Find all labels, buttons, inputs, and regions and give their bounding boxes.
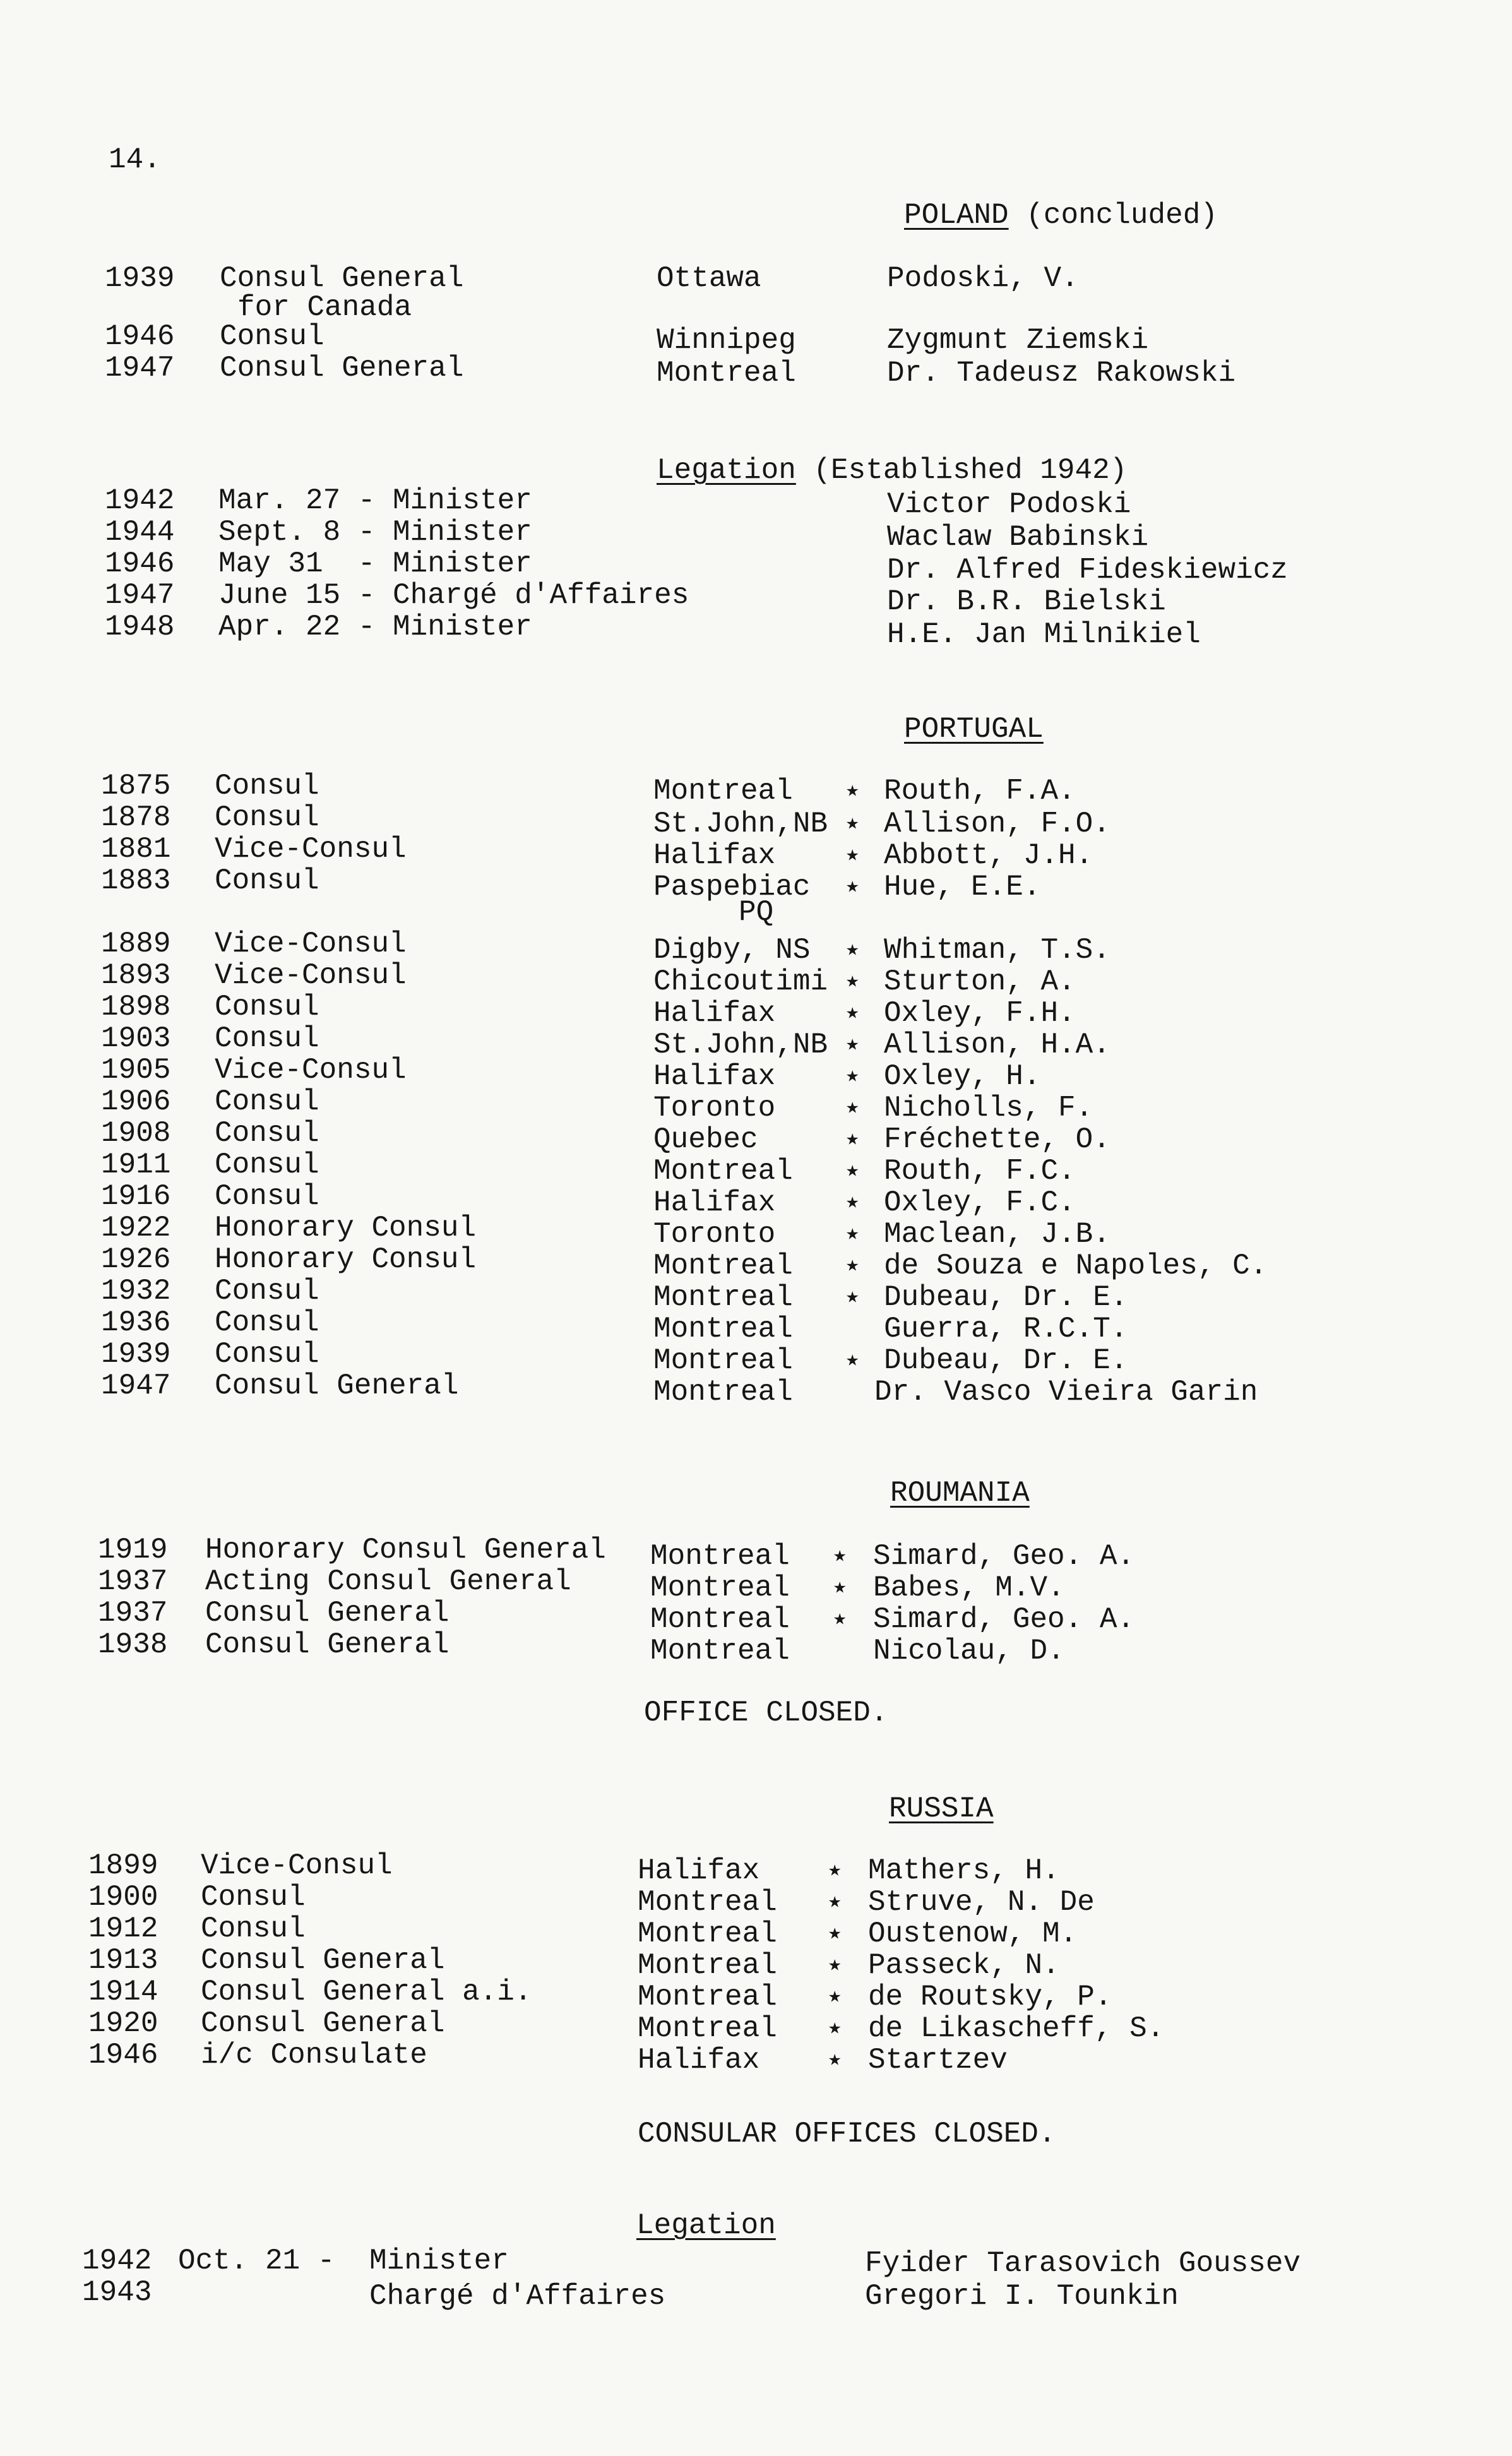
row-year: 1946 bbox=[88, 2039, 158, 2072]
row-year: 1936 bbox=[101, 1306, 171, 1339]
row-name: Dubeau, Dr. E. bbox=[884, 1281, 1128, 1314]
row-place: Montreal bbox=[638, 1981, 777, 2013]
row-name: Guerra, R.C.T. bbox=[884, 1313, 1128, 1345]
row-title: Consul bbox=[215, 1022, 319, 1055]
row-place: Halifax bbox=[653, 1186, 776, 1219]
star-icon: ★ bbox=[846, 1222, 859, 1246]
row-name: Abbott, J.H. bbox=[884, 839, 1093, 872]
row-place: Toronto bbox=[653, 1092, 776, 1124]
row-year: 1939 bbox=[105, 262, 175, 295]
row-year: 1878 bbox=[101, 801, 171, 834]
star-icon: ★ bbox=[846, 1285, 859, 1309]
row-title: Chargé d'Affaires bbox=[369, 2280, 666, 2313]
row-title: Consul bbox=[215, 1180, 319, 1213]
row-title: Consul bbox=[201, 1881, 306, 1914]
star-icon: ★ bbox=[846, 1191, 859, 1215]
row-place: Digby, NS bbox=[653, 934, 811, 967]
star-icon: ★ bbox=[828, 1890, 842, 1914]
row-title: Consul bbox=[215, 1085, 319, 1118]
row-date: Oct. 21 - bbox=[178, 2244, 335, 2277]
star-icon: ★ bbox=[846, 1096, 859, 1120]
row-name: Mathers, H. bbox=[868, 1854, 1060, 1887]
row-title: Apr. 22 - Minister bbox=[218, 611, 532, 643]
row-place: Montreal bbox=[653, 1376, 793, 1409]
row-year: 1875 bbox=[101, 770, 171, 802]
poland-legation-heading-line bbox=[657, 455, 1127, 486]
row-place: Montreal bbox=[653, 1249, 793, 1282]
row-year: 1947 bbox=[101, 1369, 171, 1402]
row-title: Consul bbox=[215, 770, 319, 802]
star-icon: ★ bbox=[846, 970, 859, 994]
row-year: 1903 bbox=[101, 1022, 171, 1055]
row-place: Ottawa bbox=[657, 262, 761, 295]
star-icon: ★ bbox=[846, 1254, 859, 1278]
row-year: 1881 bbox=[101, 833, 171, 866]
row-year: 1913 bbox=[88, 1944, 158, 1977]
star-icon: ★ bbox=[828, 2017, 842, 2041]
row-place: Montreal bbox=[653, 1281, 793, 1314]
row-name: Fréchette, O. bbox=[884, 1123, 1110, 1156]
row-name: Dr. B.R. Bielski bbox=[887, 585, 1166, 618]
star-icon: ★ bbox=[833, 1607, 847, 1631]
row-place: Halifax bbox=[638, 1854, 760, 1887]
row-title: Minister bbox=[369, 2244, 509, 2277]
star-icon: ★ bbox=[833, 1576, 847, 1600]
row-year: 1899 bbox=[88, 1849, 158, 1882]
row-title: May 31 - Minister bbox=[218, 547, 532, 580]
row-title: Consul General bbox=[220, 262, 464, 295]
row-name: H.E. Jan Milnikiel bbox=[887, 618, 1201, 651]
star-icon: ★ bbox=[846, 844, 859, 867]
row-year: 1914 bbox=[88, 1976, 158, 2008]
row-title: i/c Consulate bbox=[201, 2039, 427, 2072]
row-year: 1942 bbox=[82, 2244, 152, 2277]
row-place: Paspebiac bbox=[653, 871, 811, 903]
row-name: Routh, F.C. bbox=[884, 1155, 1076, 1188]
row-name: Whitman, T.S. bbox=[884, 934, 1110, 967]
page-number: 14. bbox=[109, 143, 161, 176]
star-icon: ★ bbox=[828, 1922, 842, 1946]
row-name: de Likascheff, S. bbox=[868, 2012, 1165, 2045]
row-title: Consul bbox=[215, 864, 319, 897]
row-name: Hue, E.E. bbox=[884, 871, 1041, 903]
star-icon: ★ bbox=[846, 1159, 859, 1183]
row-title: Sept. 8 - Minister bbox=[218, 516, 532, 549]
star-icon: ★ bbox=[846, 1349, 859, 1373]
row-year: 1922 bbox=[101, 1212, 171, 1244]
row-name: Allison, H.A. bbox=[884, 1028, 1110, 1061]
row-name: Oxley, F.H. bbox=[884, 997, 1076, 1030]
roumania-closed-note: OFFICE CLOSED. bbox=[644, 1696, 888, 1729]
row-name: Sturton, A. bbox=[884, 965, 1076, 998]
star-icon: ★ bbox=[828, 2048, 842, 2072]
star-icon: ★ bbox=[846, 938, 859, 962]
row-title: Consul General bbox=[220, 352, 464, 384]
star-icon: ★ bbox=[846, 875, 859, 899]
row-title: Vice-Consul bbox=[215, 833, 407, 866]
row-title: Consul General bbox=[201, 1944, 445, 1977]
row-year: 1898 bbox=[101, 991, 171, 1023]
russia-closed-note: CONSULAR OFFICES CLOSED. bbox=[638, 2118, 1056, 2150]
row-place: Toronto bbox=[653, 1218, 776, 1251]
row-name: Simard, Geo. A. bbox=[873, 1540, 1135, 1573]
row-title: Honorary Consul bbox=[215, 1243, 477, 1276]
row-place: Montreal bbox=[650, 1635, 790, 1667]
row-year: 1911 bbox=[101, 1148, 171, 1181]
row-name: Maclean, J.B. bbox=[884, 1218, 1110, 1251]
row-place: Montreal bbox=[638, 1917, 777, 1950]
row-title: Consul General bbox=[205, 1597, 449, 1630]
row-title: Consul bbox=[215, 1275, 319, 1308]
row-name: Passeck, N. bbox=[868, 1949, 1060, 1982]
row-name: Zygmunt Ziemski bbox=[887, 324, 1149, 357]
row-title: Honorary Consul bbox=[215, 1212, 477, 1244]
row-place: Winnipeg bbox=[657, 324, 796, 357]
poland-legation-heading: Legation bbox=[657, 454, 796, 487]
row-place: Halifax bbox=[638, 2044, 760, 2077]
row-name: Victor Podoski bbox=[887, 488, 1131, 521]
row-name: Dubeau, Dr. E. bbox=[884, 1344, 1128, 1377]
row-title: Consul bbox=[215, 991, 319, 1023]
section-heading-portugal: PORTUGAL bbox=[904, 713, 1044, 746]
row-title: Consul General bbox=[205, 1628, 449, 1661]
row-place: Montreal bbox=[653, 1313, 793, 1345]
row-name: Babes, M.V. bbox=[873, 1571, 1065, 1604]
row-name: Dr. Alfred Fideskiewicz bbox=[887, 554, 1288, 587]
row-place: St.John,NB bbox=[653, 808, 828, 840]
row-place: Montreal bbox=[653, 775, 793, 808]
row-title: Honorary Consul General bbox=[205, 1534, 606, 1566]
row-year: 1926 bbox=[101, 1243, 171, 1276]
row-name: Waclaw Babinski bbox=[887, 521, 1149, 554]
row-year: 1912 bbox=[88, 1912, 158, 1945]
row-year: 1938 bbox=[98, 1628, 168, 1661]
row-place: Montreal bbox=[657, 357, 796, 390]
row-name: Gregori I. Tounkin bbox=[865, 2280, 1179, 2313]
row-name: Oustenow, M. bbox=[868, 1917, 1078, 1950]
row-year: 1944 bbox=[105, 516, 175, 549]
row-name: Oxley, F.C. bbox=[884, 1186, 1076, 1219]
section-heading-poland bbox=[904, 200, 1218, 231]
row-year: 1939 bbox=[101, 1338, 171, 1371]
row-place: St.John,NB bbox=[653, 1028, 828, 1061]
star-icon: ★ bbox=[828, 1985, 842, 2009]
row-place: Montreal bbox=[650, 1603, 790, 1636]
row-title: for Canada bbox=[237, 291, 412, 324]
row-title: June 15 - Chargé d'Affaires bbox=[218, 579, 689, 612]
row-year: 1906 bbox=[101, 1085, 171, 1118]
star-icon: ★ bbox=[846, 812, 859, 836]
row-title: Vice-Consul bbox=[215, 1054, 407, 1087]
row-title: Consul bbox=[215, 1306, 319, 1339]
row-name: Dr. Tadeusz Rakowski bbox=[887, 357, 1236, 390]
row-place: Quebec bbox=[653, 1123, 758, 1156]
row-title: Consul bbox=[220, 320, 324, 353]
row-name: Nicholls, F. bbox=[884, 1092, 1093, 1124]
star-icon: ★ bbox=[846, 779, 859, 803]
star-icon: ★ bbox=[846, 1033, 859, 1057]
row-title: Consul General a.i. bbox=[201, 1976, 532, 2008]
row-place: Chicoutimi bbox=[653, 965, 828, 998]
row-year: 1946 bbox=[105, 547, 175, 580]
row-place: Halifax bbox=[653, 839, 776, 872]
star-icon: ★ bbox=[846, 1128, 859, 1152]
row-place: Montreal bbox=[638, 1886, 777, 1919]
row-title: Acting Consul General bbox=[205, 1565, 571, 1598]
row-place: Montreal bbox=[638, 1949, 777, 1982]
row-year: 1920 bbox=[88, 2007, 158, 2040]
row-title: Consul General bbox=[215, 1369, 459, 1402]
star-icon: ★ bbox=[828, 1859, 842, 1883]
row-title: Vice-Consul bbox=[201, 1849, 393, 1882]
row-name: Dr. Vasco Vieira Garin bbox=[874, 1376, 1258, 1409]
russia-legation-heading: Legation bbox=[636, 2209, 776, 2242]
row-year: 1883 bbox=[101, 864, 171, 897]
row-name: de Souza e Napoles, C. bbox=[884, 1249, 1268, 1282]
row-year: 1893 bbox=[101, 959, 171, 992]
row-place: Montreal bbox=[650, 1540, 790, 1573]
row-name: de Routsky, P. bbox=[868, 1981, 1112, 2013]
row-year: 1916 bbox=[101, 1180, 171, 1213]
row-title: Vice-Consul bbox=[215, 959, 407, 992]
star-icon: ★ bbox=[828, 1953, 842, 1977]
section-heading-russia: RUSSIA bbox=[889, 1792, 994, 1825]
row-year: 1946 bbox=[105, 320, 175, 353]
row-year: 1932 bbox=[101, 1275, 171, 1308]
row-place: Montreal bbox=[653, 1155, 793, 1188]
row-year: 1908 bbox=[101, 1117, 171, 1150]
star-icon: ★ bbox=[833, 1544, 847, 1568]
row-name: Startzev bbox=[868, 2044, 1008, 2077]
star-icon: ★ bbox=[846, 1064, 859, 1088]
row-year: 1947 bbox=[105, 579, 175, 612]
row-title: Vice-Consul bbox=[215, 927, 407, 960]
row-name: Routh, F.A. bbox=[884, 775, 1076, 808]
row-place: Montreal bbox=[650, 1571, 790, 1604]
row-year: 1900 bbox=[88, 1881, 158, 1914]
row-place: Halifax bbox=[653, 997, 776, 1030]
star-icon: ★ bbox=[846, 1001, 859, 1025]
row-year: 1943 bbox=[82, 2276, 152, 2309]
row-year: 1942 bbox=[105, 484, 175, 517]
row-name: Fyider Tarasovich Goussev bbox=[865, 2247, 1301, 2280]
row-name: Struve, N. De bbox=[868, 1886, 1095, 1919]
row-year: 1937 bbox=[98, 1565, 168, 1598]
poland-heading: POLAND bbox=[904, 199, 1009, 232]
row-year: 1948 bbox=[105, 611, 175, 643]
row-year: 1937 bbox=[98, 1597, 168, 1630]
poland-legation-note: (Established 1942) bbox=[813, 454, 1128, 487]
row-name: Podoski, V. bbox=[887, 262, 1079, 295]
row-title: Consul General bbox=[201, 2007, 445, 2040]
section-heading-roumania: ROUMANIA bbox=[890, 1477, 1030, 1510]
row-name: Allison, F.O. bbox=[884, 808, 1110, 840]
row-place: Montreal bbox=[653, 1344, 793, 1377]
row-title: Consul bbox=[215, 801, 319, 834]
row-title: Consul bbox=[215, 1148, 319, 1181]
row-name: Oxley, H. bbox=[884, 1060, 1041, 1093]
row-title: Consul bbox=[215, 1117, 319, 1150]
row-name: Nicolau, D. bbox=[873, 1635, 1065, 1667]
row-title: Consul bbox=[215, 1338, 319, 1371]
row-name: Simard, Geo. A. bbox=[873, 1603, 1135, 1636]
row-year: 1905 bbox=[101, 1054, 171, 1087]
poland-heading-suffix: (concluded) bbox=[1026, 199, 1218, 232]
row-place: PQ bbox=[739, 896, 774, 929]
row-title: Consul bbox=[201, 1912, 306, 1945]
row-title: Mar. 27 - Minister bbox=[218, 484, 532, 517]
row-place: Montreal bbox=[638, 2012, 777, 2045]
row-year: 1889 bbox=[101, 927, 171, 960]
row-year: 1947 bbox=[105, 352, 175, 384]
row-year: 1919 bbox=[98, 1534, 168, 1566]
row-place: Halifax bbox=[653, 1060, 776, 1093]
